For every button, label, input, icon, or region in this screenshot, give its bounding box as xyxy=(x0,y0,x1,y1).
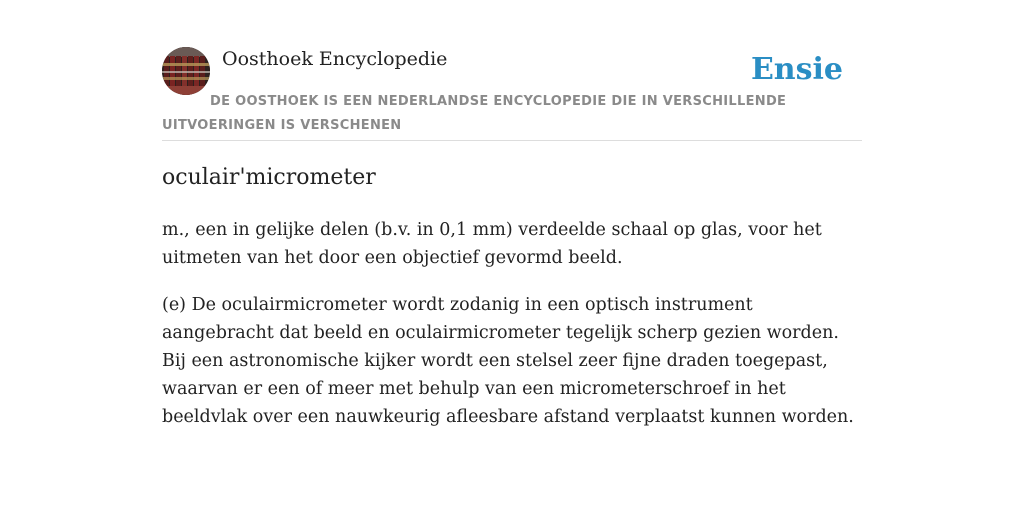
brand-logo[interactable]: Ensie xyxy=(750,52,843,87)
encyclopedia-books-icon[interactable] xyxy=(162,47,210,95)
article-body xyxy=(162,216,862,450)
article-paragraph: m., een in gelijke delen (b.v. in 0,1 mm) verdeelde schaal op glas, voor het uitmeten van het door een objectief gevormd beeld. xyxy=(162,220,822,268)
article-title: oculair'micrometer xyxy=(162,165,376,190)
site-tagline: DE OOSTHOEK IS EEN NEDERLANDSE ENCYCLOPEDIE DIE IN VERSCHILLENDE UITVOERINGEN IS VERSCHENEN xyxy=(162,94,787,133)
article-paragraph: (e) De oculairmicrometer wordt zodanig in een optisch instrument aangebracht dat beeld en oculairmicrometer tegelijk scherp gezien worden. Bij een astronomische kijker wordt een stelsel zeer fijne draden toegepast, waarvan er een of meer met behulp van een micrometerschroef in het beeldvlak over een nauwkeurig afleesbare afstand verplaatst kunnen worden. xyxy=(162,295,854,427)
site-header xyxy=(162,46,862,141)
books-image xyxy=(162,47,210,95)
site-name[interactable]: Oosthoek Encyclopedie xyxy=(222,48,448,70)
